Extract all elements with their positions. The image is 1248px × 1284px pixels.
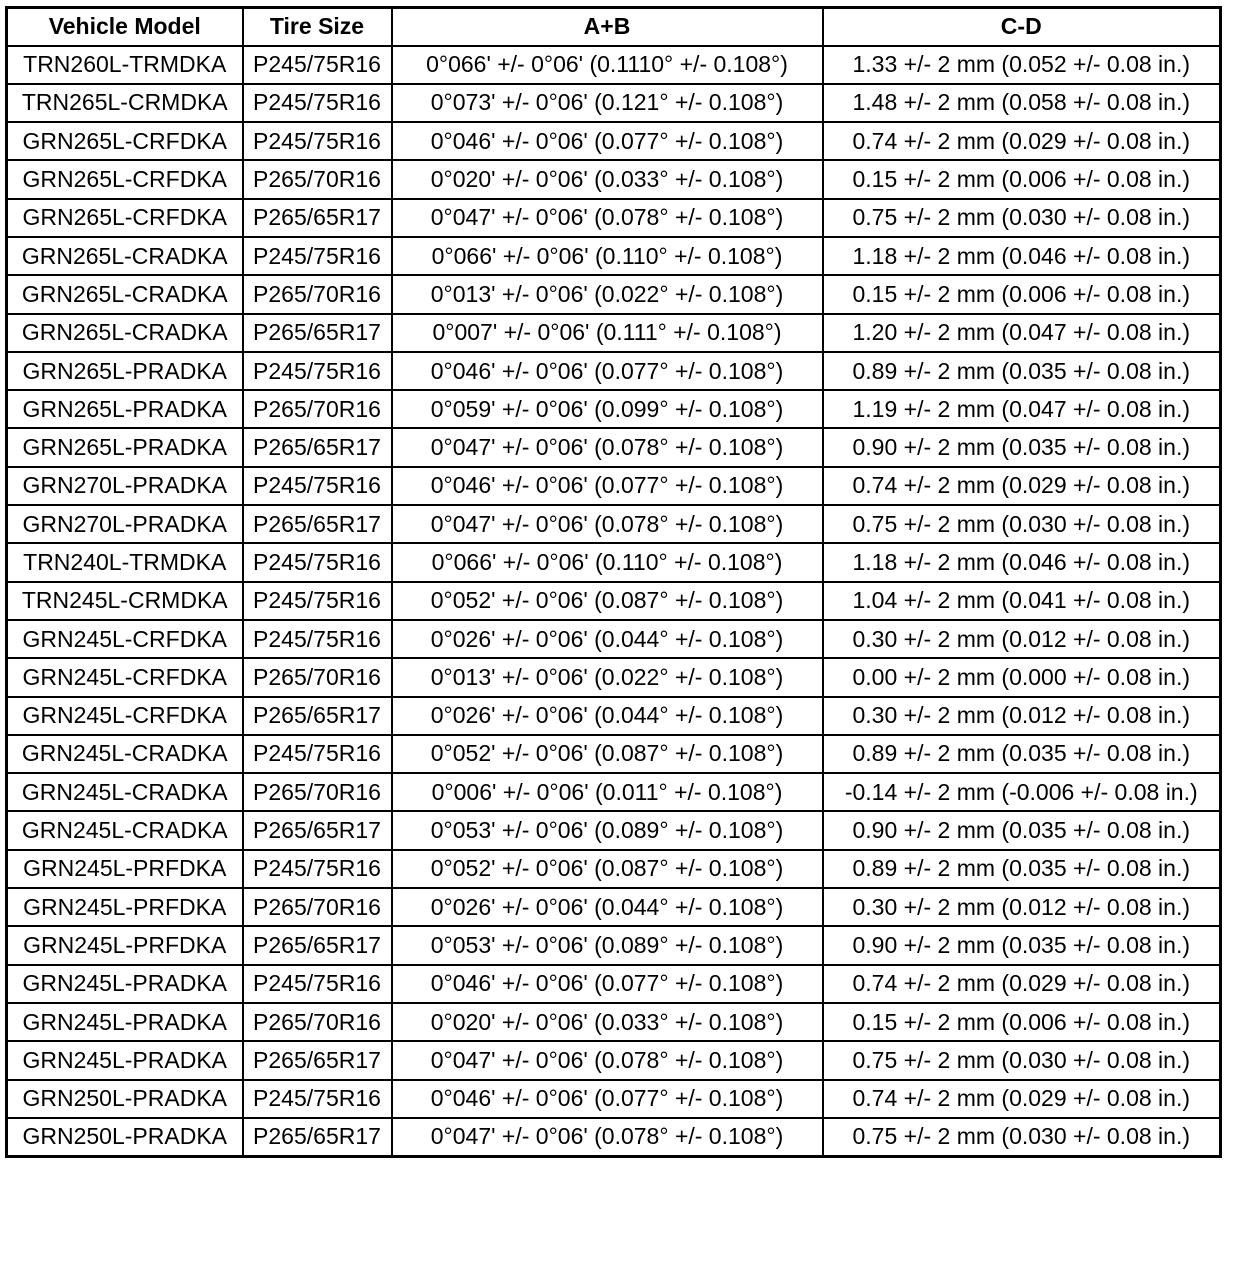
table-row: [7, 160, 1221, 198]
cell-vehicle-model: GRN265L-CRFDKA: [7, 199, 243, 237]
header-row: [7, 8, 1221, 46]
cell-vehicle-model: GRN265L-CRADKA: [7, 314, 243, 352]
table-row: [7, 735, 1221, 773]
cell-vehicle-model: GRN245L-PRFDKA: [7, 888, 243, 926]
cell-c-minus-d: 1.19 +/- 2 mm (0.047 +/- 0.08 in.): [823, 390, 1221, 428]
cell-a-plus-b: 0°066' +/- 0°06' (0.110° +/- 0.108°): [392, 237, 823, 275]
cell-vehicle-model: GRN245L-PRADKA: [7, 1003, 243, 1041]
cell-a-plus-b: 0°046' +/- 0°06' (0.077° +/- 0.108°): [392, 1080, 823, 1118]
table-row: [7, 543, 1221, 581]
cell-a-plus-b: 0°052' +/- 0°06' (0.087° +/- 0.108°): [392, 735, 823, 773]
cell-a-plus-b: 0°007' +/- 0°06' (0.111° +/- 0.108°): [392, 314, 823, 352]
cell-c-minus-d: 1.18 +/- 2 mm (0.046 +/- 0.08 in.): [823, 237, 1221, 275]
cell-a-plus-b: 0°046' +/- 0°06' (0.077° +/- 0.108°): [392, 122, 823, 160]
cell-vehicle-model: GRN245L-CRADKA: [7, 735, 243, 773]
cell-tire-size: P265/65R17: [243, 926, 392, 964]
cell-c-minus-d: 0.90 +/- 2 mm (0.035 +/- 0.08 in.): [823, 428, 1221, 466]
cell-tire-size: P245/75R16: [243, 965, 392, 1003]
cell-tire-size: P265/65R17: [243, 811, 392, 849]
cell-a-plus-b: 0°047' +/- 0°06' (0.078° +/- 0.108°): [392, 1041, 823, 1079]
table-row: [7, 505, 1221, 543]
cell-tire-size: P245/75R16: [243, 84, 392, 122]
cell-vehicle-model: GRN265L-CRADKA: [7, 237, 243, 275]
table-row: [7, 1003, 1221, 1041]
table-row: [7, 199, 1221, 237]
cell-c-minus-d: 0.74 +/- 2 mm (0.029 +/- 0.08 in.): [823, 467, 1221, 505]
cell-c-minus-d: 1.33 +/- 2 mm (0.052 +/- 0.08 in.): [823, 46, 1221, 84]
cell-vehicle-model: GRN245L-PRFDKA: [7, 850, 243, 888]
cell-tire-size: P245/75R16: [243, 850, 392, 888]
cell-a-plus-b: 0°053' +/- 0°06' (0.089° +/- 0.108°): [392, 926, 823, 964]
cell-tire-size: P245/75R16: [243, 46, 392, 84]
cell-tire-size: P245/75R16: [243, 467, 392, 505]
cell-vehicle-model: GRN265L-PRADKA: [7, 390, 243, 428]
table-header: [7, 8, 1221, 46]
table-row: [7, 1041, 1221, 1079]
cell-a-plus-b: 0°073' +/- 0°06' (0.121° +/- 0.108°): [392, 84, 823, 122]
table-row: [7, 1080, 1221, 1118]
cell-tire-size: P265/70R16: [243, 160, 392, 198]
cell-tire-size: P245/75R16: [243, 582, 392, 620]
cell-tire-size: P265/65R17: [243, 1041, 392, 1079]
table-row: [7, 926, 1221, 964]
cell-c-minus-d: 0.15 +/- 2 mm (0.006 +/- 0.08 in.): [823, 1003, 1221, 1041]
cell-c-minus-d: 0.00 +/- 2 mm (0.000 +/- 0.08 in.): [823, 658, 1221, 696]
cell-tire-size: P265/65R17: [243, 314, 392, 352]
table-row: [7, 697, 1221, 735]
table-row: [7, 237, 1221, 275]
table-row: [7, 773, 1221, 811]
cell-a-plus-b: 0°046' +/- 0°06' (0.077° +/- 0.108°): [392, 965, 823, 1003]
cell-c-minus-d: 0.89 +/- 2 mm (0.035 +/- 0.08 in.): [823, 352, 1221, 390]
table-row: [7, 84, 1221, 122]
cell-tire-size: P265/65R17: [243, 428, 392, 466]
cell-c-minus-d: 0.74 +/- 2 mm (0.029 +/- 0.08 in.): [823, 965, 1221, 1003]
cell-c-minus-d: 0.30 +/- 2 mm (0.012 +/- 0.08 in.): [823, 697, 1221, 735]
cell-a-plus-b: 0°047' +/- 0°06' (0.078° +/- 0.108°): [392, 428, 823, 466]
cell-c-minus-d: 0.89 +/- 2 mm (0.035 +/- 0.08 in.): [823, 850, 1221, 888]
cell-a-plus-b: 0°066' +/- 0°06' (0.110° +/- 0.108°): [392, 543, 823, 581]
cell-tire-size: P265/70R16: [243, 390, 392, 428]
table-row: [7, 620, 1221, 658]
cell-c-minus-d: 0.30 +/- 2 mm (0.012 +/- 0.08 in.): [823, 888, 1221, 926]
cell-vehicle-model: GRN245L-PRFDKA: [7, 926, 243, 964]
cell-tire-size: P265/70R16: [243, 773, 392, 811]
cell-vehicle-model: GRN265L-CRFDKA: [7, 122, 243, 160]
cell-c-minus-d: 0.75 +/- 2 mm (0.030 +/- 0.08 in.): [823, 1041, 1221, 1079]
cell-vehicle-model: GRN245L-CRFDKA: [7, 620, 243, 658]
cell-a-plus-b: 0°053' +/- 0°06' (0.089° +/- 0.108°): [392, 811, 823, 849]
cell-tire-size: P245/75R16: [243, 543, 392, 581]
cell-tire-size: P245/75R16: [243, 735, 392, 773]
cell-c-minus-d: 0.15 +/- 2 mm (0.006 +/- 0.08 in.): [823, 160, 1221, 198]
cell-tire-size: P265/65R17: [243, 1118, 392, 1156]
header-tire-size: Tire Size: [243, 8, 392, 46]
cell-a-plus-b: 0°046' +/- 0°06' (0.077° +/- 0.108°): [392, 352, 823, 390]
cell-a-plus-b: 0°013' +/- 0°06' (0.022° +/- 0.108°): [392, 658, 823, 696]
cell-tire-size: P265/70R16: [243, 658, 392, 696]
cell-c-minus-d: 0.30 +/- 2 mm (0.012 +/- 0.08 in.): [823, 620, 1221, 658]
cell-vehicle-model: TRN245L-CRMDKA: [7, 582, 243, 620]
cell-c-minus-d: 0.15 +/- 2 mm (0.006 +/- 0.08 in.): [823, 275, 1221, 313]
cell-vehicle-model: GRN245L-CRADKA: [7, 811, 243, 849]
cell-c-minus-d: 1.18 +/- 2 mm (0.046 +/- 0.08 in.): [823, 543, 1221, 581]
cell-vehicle-model: GRN245L-CRADKA: [7, 773, 243, 811]
cell-tire-size: P245/75R16: [243, 1080, 392, 1118]
table-row: [7, 467, 1221, 505]
table-row: [7, 428, 1221, 466]
header-a-plus-b: A+B: [392, 8, 823, 46]
cell-c-minus-d: 0.75 +/- 2 mm (0.030 +/- 0.08 in.): [823, 199, 1221, 237]
cell-vehicle-model: GRN245L-CRFDKA: [7, 697, 243, 735]
table-row: [7, 582, 1221, 620]
cell-vehicle-model: TRN265L-CRMDKA: [7, 84, 243, 122]
table-row: [7, 811, 1221, 849]
table-row: [7, 314, 1221, 352]
cell-tire-size: P245/75R16: [243, 122, 392, 160]
cell-a-plus-b: 0°026' +/- 0°06' (0.044° +/- 0.108°): [392, 888, 823, 926]
cell-a-plus-b: 0°013' +/- 0°06' (0.022° +/- 0.108°): [392, 275, 823, 313]
cell-c-minus-d: 1.20 +/- 2 mm (0.047 +/- 0.08 in.): [823, 314, 1221, 352]
table-row: [7, 850, 1221, 888]
cell-a-plus-b: 0°026' +/- 0°06' (0.044° +/- 0.108°): [392, 620, 823, 658]
cell-a-plus-b: 0°026' +/- 0°06' (0.044° +/- 0.108°): [392, 697, 823, 735]
table-row: [7, 46, 1221, 84]
cell-c-minus-d: 0.75 +/- 2 mm (0.030 +/- 0.08 in.): [823, 505, 1221, 543]
cell-a-plus-b: 0°052' +/- 0°06' (0.087° +/- 0.108°): [392, 850, 823, 888]
cell-vehicle-model: TRN240L-TRMDKA: [7, 543, 243, 581]
cell-a-plus-b: 0°020' +/- 0°06' (0.033° +/- 0.108°): [392, 1003, 823, 1041]
table-row: [7, 352, 1221, 390]
table-row: [7, 390, 1221, 428]
cell-vehicle-model: GRN245L-PRADKA: [7, 1041, 243, 1079]
cell-a-plus-b: 0°047' +/- 0°06' (0.078° +/- 0.108°): [392, 1118, 823, 1156]
cell-tire-size: P245/75R16: [243, 352, 392, 390]
cell-vehicle-model: GRN265L-PRADKA: [7, 352, 243, 390]
cell-c-minus-d: 0.90 +/- 2 mm (0.035 +/- 0.08 in.): [823, 926, 1221, 964]
cell-c-minus-d: 0.89 +/- 2 mm (0.035 +/- 0.08 in.): [823, 735, 1221, 773]
cell-vehicle-model: GRN265L-PRADKA: [7, 428, 243, 466]
cell-a-plus-b: 0°052' +/- 0°06' (0.087° +/- 0.108°): [392, 582, 823, 620]
cell-a-plus-b: 0°020' +/- 0°06' (0.033° +/- 0.108°): [392, 160, 823, 198]
cell-vehicle-model: GRN245L-PRADKA: [7, 965, 243, 1003]
cell-a-plus-b: 0°047' +/- 0°06' (0.078° +/- 0.108°): [392, 505, 823, 543]
cell-tire-size: P265/65R17: [243, 697, 392, 735]
cell-c-minus-d: 1.04 +/- 2 mm (0.041 +/- 0.08 in.): [823, 582, 1221, 620]
cell-c-minus-d: 1.48 +/- 2 mm (0.058 +/- 0.08 in.): [823, 84, 1221, 122]
cell-vehicle-model: TRN260L-TRMDKA: [7, 46, 243, 84]
cell-tire-size: P265/65R17: [243, 199, 392, 237]
cell-vehicle-model: GRN270L-PRADKA: [7, 505, 243, 543]
cell-vehicle-model: GRN265L-CRFDKA: [7, 160, 243, 198]
table-row: [7, 122, 1221, 160]
cell-c-minus-d: 0.74 +/- 2 mm (0.029 +/- 0.08 in.): [823, 1080, 1221, 1118]
cell-a-plus-b: 0°006' +/- 0°06' (0.011° +/- 0.108°): [392, 773, 823, 811]
cell-c-minus-d: -0.14 +/- 2 mm (-0.006 +/- 0.08 in.): [823, 773, 1221, 811]
cell-vehicle-model: GRN250L-PRADKA: [7, 1118, 243, 1156]
cell-a-plus-b: 0°047' +/- 0°06' (0.078° +/- 0.108°): [392, 199, 823, 237]
table-row: [7, 658, 1221, 696]
table-row: [7, 965, 1221, 1003]
cell-vehicle-model: GRN250L-PRADKA: [7, 1080, 243, 1118]
header-c-minus-d: C-D: [823, 8, 1221, 46]
table-row: [7, 1118, 1221, 1156]
cell-a-plus-b: 0°066' +/- 0°06' (0.1110° +/- 0.108°): [392, 46, 823, 84]
cell-a-plus-b: 0°059' +/- 0°06' (0.099° +/- 0.108°): [392, 390, 823, 428]
cell-tire-size: P265/70R16: [243, 888, 392, 926]
cell-vehicle-model: GRN265L-CRADKA: [7, 275, 243, 313]
cell-c-minus-d: 0.74 +/- 2 mm (0.029 +/- 0.08 in.): [823, 122, 1221, 160]
cell-tire-size: P245/75R16: [243, 237, 392, 275]
cell-vehicle-model: GRN270L-PRADKA: [7, 467, 243, 505]
cell-tire-size: P265/65R17: [243, 505, 392, 543]
cell-vehicle-model: GRN245L-CRFDKA: [7, 658, 243, 696]
alignment-spec-table: [5, 6, 1222, 1158]
table-body: [7, 46, 1221, 1157]
cell-tire-size: P265/70R16: [243, 1003, 392, 1041]
header-vehicle-model: Vehicle Model: [7, 8, 243, 46]
cell-tire-size: P245/75R16: [243, 620, 392, 658]
cell-tire-size: P265/70R16: [243, 275, 392, 313]
cell-c-minus-d: 0.75 +/- 2 mm (0.030 +/- 0.08 in.): [823, 1118, 1221, 1156]
cell-c-minus-d: 0.90 +/- 2 mm (0.035 +/- 0.08 in.): [823, 811, 1221, 849]
table-row: [7, 888, 1221, 926]
table-row: [7, 275, 1221, 313]
cell-a-plus-b: 0°046' +/- 0°06' (0.077° +/- 0.108°): [392, 467, 823, 505]
